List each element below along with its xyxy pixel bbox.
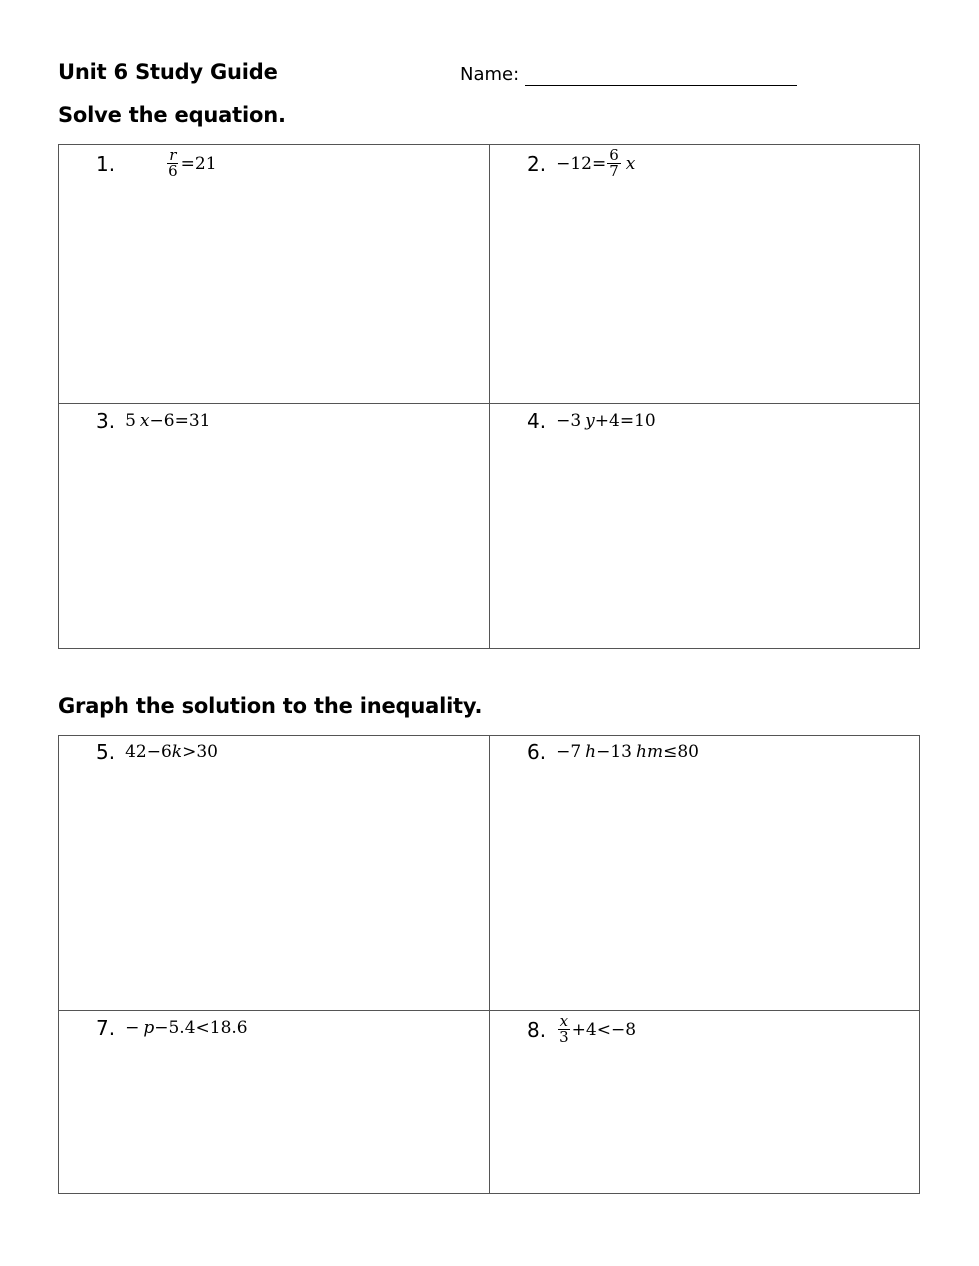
expression-lhs: −12= <box>556 153 607 174</box>
problem-number: 6. <box>527 740 547 764</box>
expression-coefficient: −3 <box>556 411 582 431</box>
fraction <box>607 148 621 179</box>
problem-1 <box>96 148 217 179</box>
problem-5 <box>96 740 218 764</box>
fraction-denominator: 7 <box>609 162 619 180</box>
grid-divider-vertical <box>489 145 490 648</box>
expression-sign: − <box>125 1018 140 1038</box>
problem-2 <box>527 148 635 179</box>
name-blank-line[interactable] <box>525 85 797 86</box>
problem-expression <box>556 742 699 762</box>
expression-rest: +4<−8 <box>571 1019 637 1040</box>
expression-variable: hm <box>636 742 664 762</box>
problem-3 <box>96 409 210 433</box>
problem-expression <box>125 411 210 431</box>
expression-rest: =21 <box>180 153 217 174</box>
expression-rest: +4=10 <box>594 411 656 431</box>
expression-variable: x <box>625 153 636 174</box>
fraction-numerator: 6 <box>609 146 619 164</box>
grid-divider-horizontal <box>59 1010 919 1011</box>
fraction-numerator: x <box>559 1012 569 1030</box>
expression-coefficient: 42−6 <box>125 742 172 762</box>
fraction <box>166 148 180 179</box>
problem-expression <box>556 148 635 179</box>
problem-number: 2. <box>527 151 547 176</box>
problem-8 <box>527 1014 636 1045</box>
section2-heading: Graph the solution to the inequality. <box>58 694 483 718</box>
inequality-grid <box>58 735 920 1194</box>
expression-rest: >30 <box>182 742 218 762</box>
expression-rest: −6=31 <box>149 411 211 431</box>
expression-variable: x <box>139 411 150 431</box>
problem-number: 3. <box>96 409 116 433</box>
problem-6 <box>527 740 699 764</box>
expression-coefficient: 5 <box>125 411 136 431</box>
expression-rest: ≤80 <box>663 742 699 762</box>
expression-rest: −5.4<18.6 <box>154 1018 248 1038</box>
expression-variable: k <box>171 742 183 762</box>
problem-expression <box>125 742 218 762</box>
problem-expression <box>556 1014 636 1045</box>
problem-number: 5. <box>96 740 116 764</box>
problem-expression <box>165 148 216 179</box>
fraction <box>557 1014 571 1045</box>
expression-variable: p <box>143 1018 155 1038</box>
expression-variable: y <box>585 411 595 431</box>
expression-coefficient: −7 <box>556 742 582 762</box>
problem-number: 7. <box>96 1016 116 1040</box>
grid-divider-vertical <box>489 736 490 1193</box>
problem-expression <box>556 411 656 431</box>
problem-7 <box>96 1016 248 1040</box>
page-title: Unit 6 Study Guide <box>58 60 278 84</box>
expression-variable: h <box>585 742 597 762</box>
problem-expression <box>125 1018 248 1038</box>
problem-number: 8. <box>527 1017 547 1042</box>
section1-heading: Solve the equation. <box>58 103 286 127</box>
equation-grid <box>58 144 920 649</box>
expression-middle: −13 <box>596 742 632 762</box>
problem-4 <box>527 409 656 433</box>
fraction-denominator: 3 <box>559 1028 569 1046</box>
problem-number: 4. <box>527 409 547 433</box>
grid-divider-horizontal <box>59 403 919 404</box>
name-label: Name: <box>460 64 520 85</box>
fraction-denominator: 6 <box>168 162 178 180</box>
problem-number: 1. <box>96 151 116 176</box>
fraction-numerator: r <box>169 146 177 164</box>
